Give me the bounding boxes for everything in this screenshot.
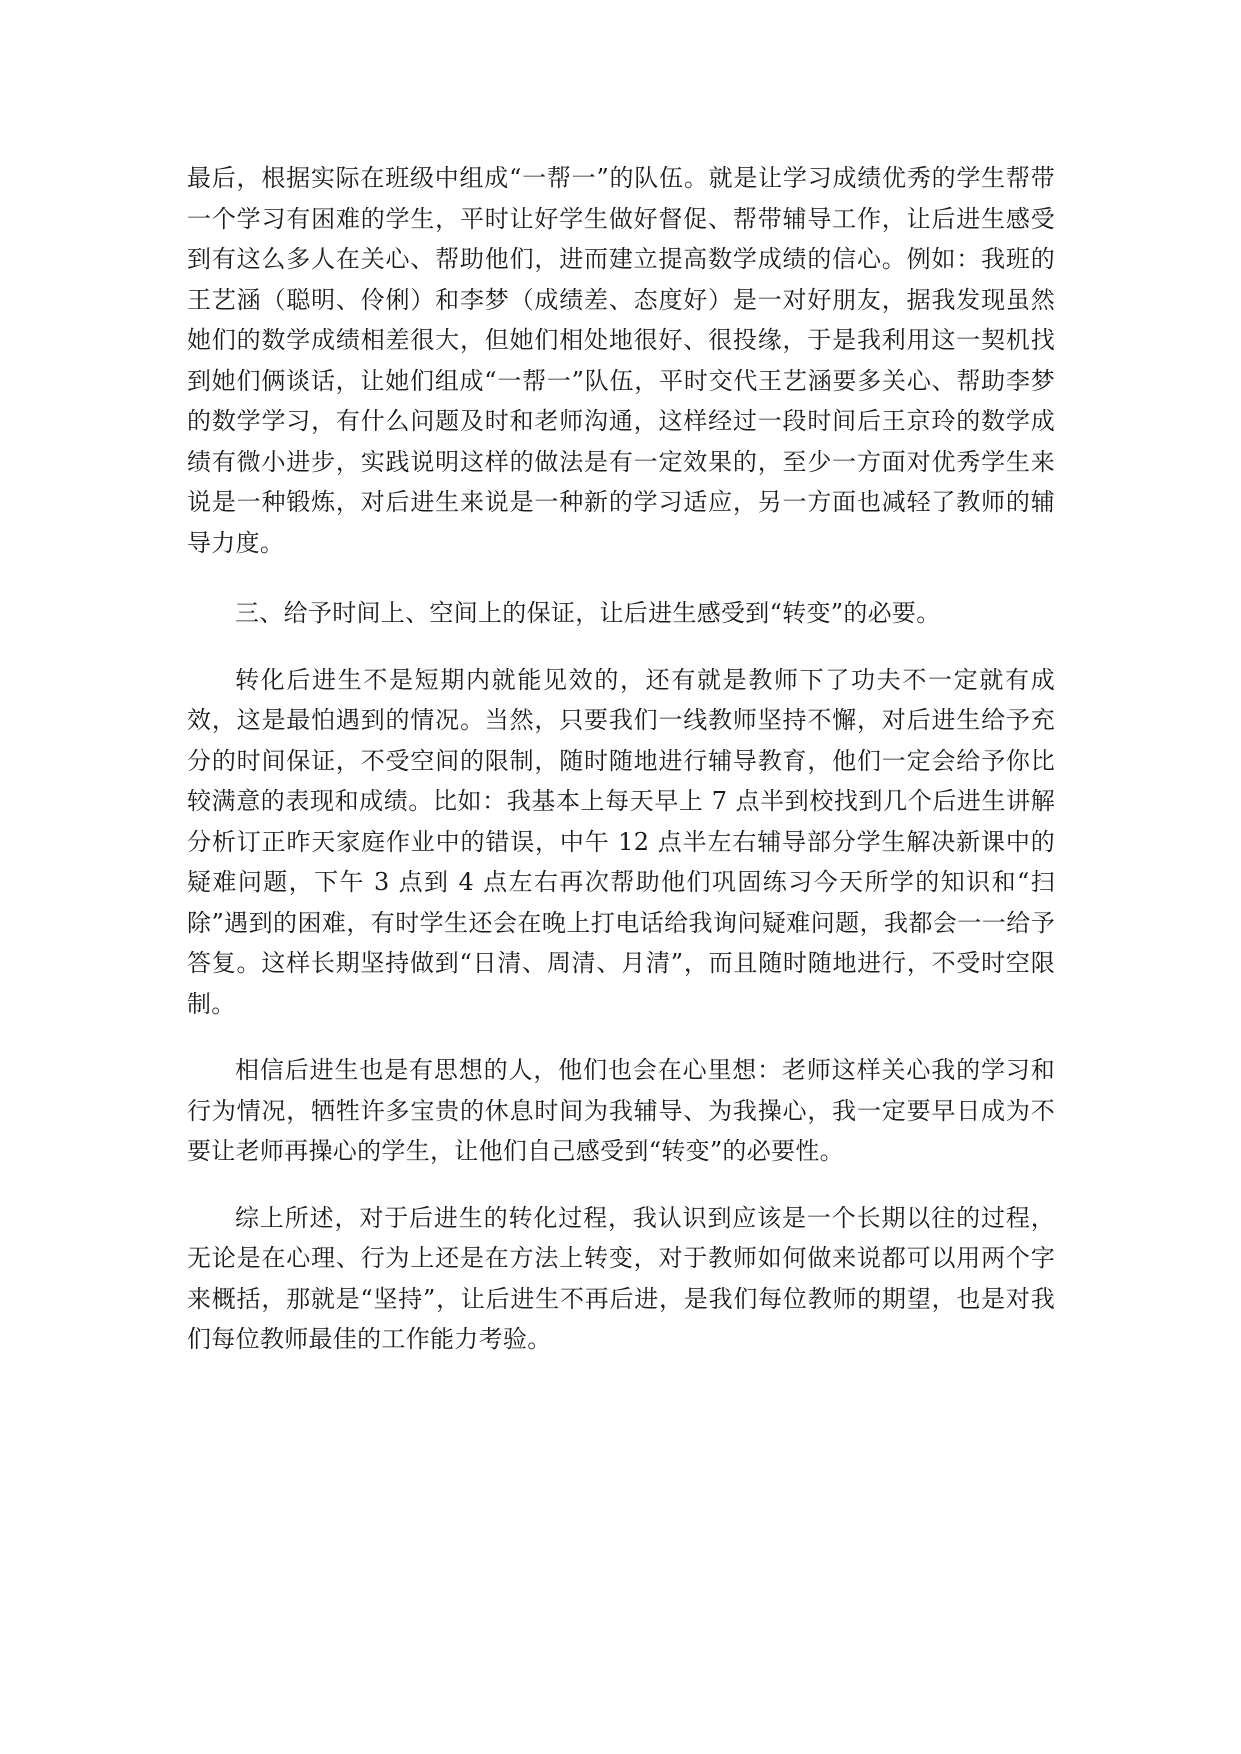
section-heading-three: 三、给予时间上、空间上的保证，让后进生感受到“转变”的必要。 (235, 599, 941, 627)
paragraph-conclusion: 综上所述，对于后进生的转化过程，我认识到应该是一个长期以往的过程，无论是在心理、行为上还是在方法上转变，对于教师如何做来说都可以用两个字来概括，那就是“坚持”，让后进生不再后进，是我们每位教师的期望，也是对我们每位教师最佳的工作能力考验。 (187, 1203, 1055, 1353)
paragraph-one-help-one: 最后，根据实际在班级中组成“一帮一”的队伍。就是让学习成绩优秀的学生帮带一个学习有困难的学生，平时让好学生做好督促、帮带辅导工作，让后进生感受到有这么多人在关心、帮助他们，进而建立提高数学成绩的信心。例如：我班的王艺涵（聪明、伶俐）和李梦（成绩差、态度好）是一对好朋友，据我发现虽然她们的数学成绩相差很大，但她们相处地很好、很投缘，于是我利用这一契机找到她们俩谈话，让她们组成“一帮一”队伍，平时交代王艺涵要多关心、帮助李梦的数学学习，有什么问题及时和老师沟通，这样经过一段时间后王京玲的数学成绩有微小进步，实践说明这样的做法是有一定效果的，至少一方面对优秀学生来说是一种锻炼，对后进生来说是一种新的学习适应，另一方面也减轻了教师的辅导力度。 (187, 164, 1055, 557)
document-body (187, 158, 1055, 1360)
paragraph-time-space-guarantee: 转化后进生不是短期内就能见效的，还有就是教师下了功夫不一定就有成效，这是最怕遇到的情况。当然，只要我们一线教师坚持不懈，对后进生给予充分的时间保证，不受空间的限制，随时随地进行辅导教育，他们一定会给予你比较满意的表现和成绩。比如：我基本上每天早上 7 点半到校找到几个后进生讲解分析订正昨天家庭作业中的错误，中午 12 点半左右辅导部分学生解决新课中的疑难问题，下午 3 点到 4 点左右再次帮助他们巩固练习今天所学的知识和“扫除”遇到的困难，有时学生还会在晚上打电话给我询问疑难问题，我都会一一给予答复。这样长期坚持做到“日清、周清、月清”，而且随时随地进行，不受时空限制。 (187, 665, 1055, 1018)
paragraph-students-thoughts: 相信后进生也是有思想的人，他们也会在心里想：老师这样关心我的学习和行为情况，牺牲许多宝贵的休息时间为我辅导、为我操心，我一定要早日成为不要让老师再操心的学生，让他们自己感受到“转变”的必要性。 (187, 1056, 1055, 1165)
